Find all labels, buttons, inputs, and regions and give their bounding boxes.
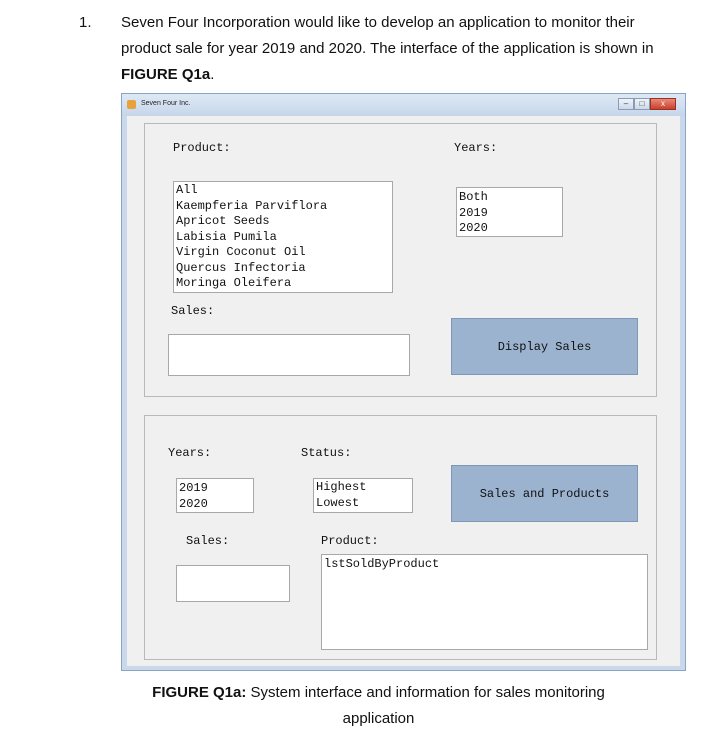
- display-sales-button[interactable]: Display Sales: [451, 318, 638, 375]
- sales-and-products-button[interactable]: Sales and Products: [451, 465, 638, 522]
- minimize-button[interactable]: –: [618, 98, 634, 110]
- years-listbox[interactable]: [456, 187, 563, 237]
- list-item[interactable]: 2019: [459, 205, 488, 220]
- figure-caption: [121, 680, 636, 732]
- maximize-button[interactable]: □: [634, 98, 650, 110]
- figure-reference: FIGURE Q1a: [121, 66, 211, 83]
- list-item[interactable]: Lowest: [316, 495, 360, 510]
- sales-output-box: [168, 334, 410, 376]
- form-client-area: [127, 116, 680, 666]
- product-label: Product:: [173, 141, 231, 155]
- status-label: Status:: [301, 446, 352, 460]
- years-label: Years:: [168, 446, 212, 460]
- sold-by-product-listbox[interactable]: [321, 554, 648, 650]
- status-listbox[interactable]: [313, 478, 413, 513]
- product-listbox[interactable]: [173, 181, 393, 293]
- list-item[interactable]: Quercus Infectoria: [176, 260, 306, 275]
- list-item[interactable]: Moringa Oleifera: [176, 276, 292, 290]
- sales-label: Sales:: [186, 534, 230, 548]
- list-item[interactable]: Apricot Seeds: [176, 214, 270, 228]
- window-title: Seven Four Inc.: [141, 100, 191, 107]
- sales-label: Sales:: [171, 304, 215, 318]
- question-body: Seven Four Incorporation would like to develop an application to monitor their product sale for year 2019 and 2020. The interface of the application is shown in: [121, 14, 654, 57]
- app-window: [121, 93, 686, 671]
- list-item[interactable]: 2020: [179, 496, 208, 511]
- list-item[interactable]: Kaempferia Parviflora: [176, 198, 328, 213]
- list-item[interactable]: All: [176, 183, 198, 197]
- sales-display-group: [144, 123, 657, 397]
- list-item[interactable]: 2020: [459, 221, 488, 235]
- list-item[interactable]: lstSoldByProduct: [324, 557, 440, 571]
- list-item[interactable]: Virgin Coconut Oil: [176, 245, 306, 259]
- list-item[interactable]: Both: [459, 190, 488, 204]
- close-button[interactable]: x: [650, 98, 676, 110]
- years-label: Years:: [454, 141, 498, 155]
- sales-products-group: [144, 415, 657, 660]
- caption-text: System interface and information for sales monitoring application: [246, 684, 605, 727]
- question-end: .: [210, 66, 215, 83]
- question-text: [121, 10, 661, 88]
- question-number: 1.: [79, 14, 92, 31]
- list-item[interactable]: Labisia Pumila: [176, 229, 277, 244]
- caption-label: FIGURE Q1a:: [152, 684, 247, 701]
- product-label: Product:: [321, 534, 379, 548]
- years-listbox[interactable]: [176, 478, 254, 513]
- app-icon: [127, 100, 136, 109]
- list-item[interactable]: 2019: [179, 481, 208, 495]
- list-item[interactable]: Highest: [316, 480, 367, 494]
- sales-output-box: [176, 565, 290, 602]
- title-bar: [122, 94, 685, 116]
